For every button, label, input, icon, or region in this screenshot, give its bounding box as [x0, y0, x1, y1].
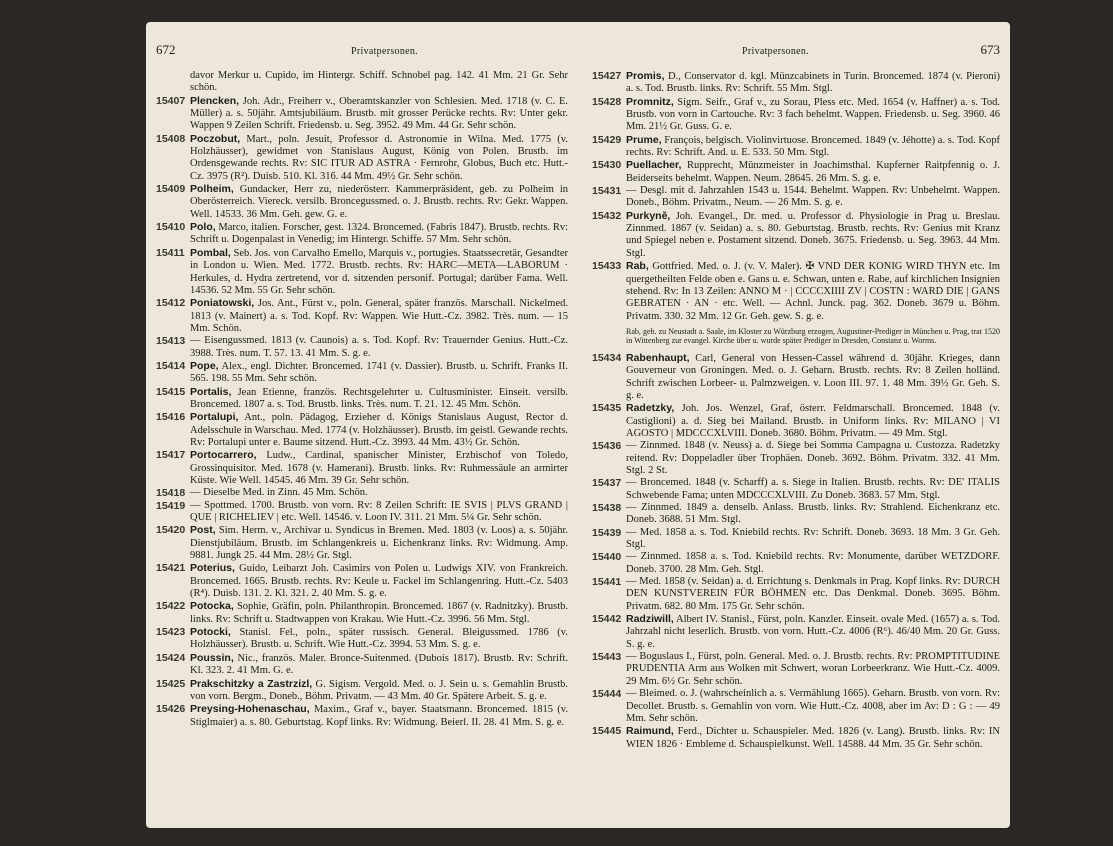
catalog-entry	[592, 185, 1000, 210]
entry-description: Guido, Leibarzt Joh. Casimirs von Polen u. Ludwigs XIV. von Frankreich. Broncemed. 1665. Brustb. rechts. Rv: Keule u. Fackel im Schlangenring. Hutt.-Cz. 5403 (R⁴). Duisb. 131. 2. Kl. 321. 2. 40 Mm. S. g. e.	[190, 563, 568, 600]
entry-text	[626, 185, 1000, 210]
entry-name: Post,	[190, 524, 216, 537]
entry-name: Rabenhaupt,	[626, 351, 690, 364]
entry-description: Ludw., Cardinal, spanischer Minister, Erzbischof von Toledo, Grossinquisitor. Med. 1678 (v. Hamerani). Brustb. links. Rv: Ruhmessäule an armirter Küste. Wie Well. 14545. 46 Mm. 39 Gr. Sehr schön.	[190, 450, 569, 486]
entry-name: Promis,	[626, 70, 665, 82]
catalog-entry	[592, 210, 1000, 260]
entry-number: 15430	[592, 159, 622, 172]
entry-description: Joh. Evangel., Dr. med. u. Professor d. Physiologie in Prag u. Breslau. Zinnmed. 1867 (v. Seidan) a. s. 80. Geburtstag. Brustb. rechts. Rv: Genius mit Kranz und Spiegel neben e. Postament sitzend. Doneb. 3675. Friedensb. u. Seg. 3963. 44 Mm. Stgl.	[626, 210, 1001, 259]
catalog-entry	[592, 70, 1000, 96]
catalog-entry	[156, 221, 568, 247]
entry-text	[626, 402, 1000, 440]
entry-text	[626, 551, 1000, 576]
entry-description: Sigm. Seifr., Graf v., zu Sorau, Pless etc. Med. 1654 (v. Haffner) a. s. Tod. Brustb. von vorn in Cartouche. Rv: 3 fach behelmt. Wappen. Friedensb. u. Seg. 3960. 46 Mm. 21½ Gr. Guss. G. e.	[626, 96, 1001, 133]
entry-description: Stanisl. Fel., poln., später russisch. General. Bleigussmed. 1786 (v. Holzhäusser). Brustb. u. Schrift. Wie Hutt.-Cz. 3994. 53 Mm. S. g. e.	[190, 627, 569, 651]
entry-number: 15438	[592, 502, 622, 514]
entry-text	[190, 626, 568, 652]
entry-description: Joh. Jos. Wenzel, Graf, österr. Feldmarschall. Broncemed. 1848 (v. Castiglioni) a. d. Sieg bei Mailand. Brustb. in Uniform links. Rv: MILANO | VI AGOSTO | MDCCCXLVIII. Doneb. 3680. Böhm. Privatm. — 49 Mm. Stgl.	[626, 403, 1001, 439]
entry-text	[626, 651, 1000, 688]
entry-name: Promnitz,	[626, 95, 674, 108]
catalog-entry	[156, 626, 568, 652]
entry-description: — Zinnmed. 1848 (v. Neuss) a. d. Siege bei Somma Campagna u. Custozza. Radetzky reitend. Rv: Doppeladler über Trophäen. Doneb. 3692. Böhm. Privatm. 332. 41 Mm. Stgl. 2 St.	[626, 440, 1000, 476]
entry-text	[626, 576, 1000, 613]
entry-description: Carl, General von Hessen-Cassel während d. 30jähr. Krieges, dann Gouverneur von Groningen. Med. o. J. Geharn. Brustb. rechts. Rv: 8 Zeilen holländ. Schrift zwischen Lorbeer- u. Palmzweigen. v. Loon III. 97. 1. 48 Mm. 39½ Gr. Geh. S. g. e.	[626, 352, 1000, 401]
entry-text	[190, 133, 568, 183]
entry-description: — Med. 1858 (v. Seidan) a. d. Errichtung s. Denkmals in Prag. Kopf links. Rv: DURCH DEN KUNSTVEREIN FÜR BÖHMEN etc. Das Denkmal. Doneb. 3695. Böhm. Privatm. 682. 80 Mm. 175 Gr. Sehr schön.	[626, 576, 1000, 612]
entry-name: Puellacher,	[626, 159, 682, 172]
left-page-header	[156, 42, 568, 58]
entry-description: Nic., französ. Maler. Bronce-Suitenmed. (Dubois 1817). Brustb. Rv: Schrift. Kl. 323. 2. 41 Mm. G. e.	[190, 652, 568, 677]
entry-text	[626, 688, 1000, 725]
entry-list	[156, 70, 568, 729]
entry-text	[190, 562, 568, 600]
entry-description: — Bleimed. o. J. (wahrscheinlich a. s. Vermählung 1665). Geharn. Brustb. von vorn. Rv: Decollet. Brustb. s. Gemahlin von vorn. Wie Hutt.-Cz. 4008, aber im Av: D : G : — 49 Mm. Sehr schön.	[626, 688, 1000, 724]
entry-text	[626, 96, 1000, 134]
entry-number: 15409	[156, 183, 186, 196]
entry-number: 15441	[592, 576, 622, 589]
entry-number: 15433	[592, 260, 622, 273]
entry-description: — Eisengussmed. 1813 (v. Caunois) a. s. Tod. Kopf. Rv: Trauernder Genius. Hutt.-Cz. 3988. Très. num. T. 57. 13. 41 Mm. S. g. e.	[190, 335, 568, 359]
footnote: Rab, geb. zu Neustadt a. Saale, im Kloster zu Würzburg erzogen, Augustiner-Prediger in München u. Prag, trat 1520 in Wittenberg zur evangel. Kirche über u. wurde später Prediger in Dresden, Constanz u. Worms.	[626, 326, 1000, 346]
entry-text	[190, 247, 568, 297]
entry-description: — Desgl. mit d. Jahrzahlen 1543 u. 1544. Behelmt. Wappen. Rv: Unbehelmt. Wappen. Doneb., Böhm. Privatm., Neum. — 26 Mm. S. g. e.	[626, 185, 1000, 209]
entry-name: Portalupi,	[190, 411, 239, 424]
catalog-entry	[156, 411, 568, 449]
entry-number: 15444	[592, 688, 622, 701]
entry-name: Potocka,	[190, 600, 234, 613]
entry-name: Plencken,	[190, 94, 240, 107]
entry-description: Rupprecht, Münzmeister in Joachimsthal. Kupferner Raitpfennig o. J. Beiderseits behelmt. Wappen. Neum. 28645. 26 Mm. S. g. e.	[626, 160, 1000, 184]
catalog-entry	[592, 96, 1000, 134]
entry-description: Gottfried. Med. o. J. (v. V. Maler). ✠ VND DER KONIG WIRD THYN etc. Im quergetheilten Felde oben e. Gans u. e. Schwan, unten e. Rabe, auf kirchlichen Insignien stehend. Rv: In 13 Zeilen: ANNO M · | CCCCXIIII ZV | COSTN : WARD DIE | GANS GEBRATEN · AN · etc. Well. — Achnl. Junck. pag. 362. Doneb. 3679 u. Böhm. Privatm. 330. 32 Mm. 12 Gr. Geh. gew. S. g. e.	[626, 261, 1000, 322]
entry-description: Ferd., Dichter u. Schauspieler. Med. 1826 (v. Lang). Brustb. links. Rv: IN WIEN 1826 · Embleme d. Schauspielkunst. Well. 14588. 44 Mm. 35 Gr. Sehr schön.	[626, 726, 1001, 750]
entry-number: 15419	[156, 499, 186, 512]
entry-description: Jean Etienne, französ. Rechtsgelehrter u. Cultusminister. Einseit. versilb. Broncemed. 1807 a. s. Tod. Brustb. links. Très. num. T. 21. 12. 45 Mm. Schön.	[190, 386, 569, 410]
entry-description: Marco, italien. Forscher, gest. 1324. Broncemed. (Fabris 1847). Brustb. rechts. Rv: Schrift u. Dogenpalast in Venedig; im Hintergr. Schiffe. 57 Mm. Sehr schön.	[190, 222, 569, 246]
entry-number: 15415	[156, 385, 186, 398]
entry-text	[626, 134, 1000, 160]
entry-text	[190, 411, 568, 449]
catalog-entry	[592, 352, 1000, 402]
entry-number: 15425	[156, 677, 186, 690]
page-number: 672	[156, 42, 176, 57]
entry-number: 15408	[156, 132, 186, 145]
entry-description: — Med. 1858 a. s. Tod. Kniebild rechts. Rv: Schrift. Doneb. 3693. 18 Mm. 3 Gr. Geh. Stgl.	[626, 526, 1000, 551]
entry-text	[190, 487, 568, 499]
entry-number: 15423	[156, 626, 186, 639]
entry-description: G. Sigism. Vergold. Med. o. J. Sein u. s. Gemahlin Brustb. von vorn. Bergm., Doneb., Böhm. Privatm. — 43 Mm. 40 Gr. Spätere Arbeit. S. g. e.	[190, 678, 568, 702]
entry-number: 15434	[592, 351, 622, 364]
running-title: Privatpersonen.	[351, 46, 418, 57]
catalog-entry	[592, 688, 1000, 725]
entry-text	[190, 600, 568, 626]
page-number: 673	[980, 42, 1000, 57]
entry-description: Ant., poln. Pädagog, Erzieher d. Königs Stanislaus August, Rector d. Adelsschule in Warschau. Med. 1774 (v. Holzhäusser). Brustb. im geistl. Gewande rechts. Rv: Portalupi unter e. Baume sitzend. Hutt.-Cz. 3993. 44 Mm. 43½ Gr. Schön.	[190, 412, 568, 448]
entry-text	[626, 352, 1000, 402]
catalog-entry	[592, 527, 1000, 552]
left-page	[146, 22, 578, 828]
catalog-entry	[156, 360, 568, 386]
entry-number: 15420	[156, 524, 186, 537]
entry-description: Albert IV. Stanisl., Fürst, poln. Kanzler. Einseit. ovale Med. (1657) a. s. Tod. Jahrzahl nicht leserlich. Brustb. von vorn. Hutt.-Cz. 4006 (R⁶). 46/40 Mm. 20 Gr. Guss. S. g. e.	[626, 614, 1000, 650]
entry-text	[626, 725, 1000, 751]
entry-description: — Broncemed. 1848 (v. Scharff) a. s. Siege in Italien. Brustb. rechts. Rv: DE' ITALIS Schwebende Fama; unten MDCCCXLVIII. Zu Doneb. 3683. 57 Mm. Stgl.	[626, 477, 1000, 501]
right-page-header	[592, 42, 1000, 58]
entry-text	[190, 183, 568, 221]
entry-name: Poussin,	[190, 651, 234, 664]
entry-text	[190, 386, 568, 412]
catalog-entry	[592, 134, 1000, 160]
entry-number: 15416	[156, 411, 186, 424]
entry-text	[626, 159, 1000, 185]
entry-number: 15424	[156, 651, 186, 664]
entry-text	[626, 260, 1000, 323]
entry-text	[190, 449, 568, 487]
catalog-entry	[156, 297, 568, 335]
entry-text	[626, 502, 1000, 527]
entry-name: Polo,	[190, 221, 216, 234]
catalog-entry	[156, 524, 568, 562]
entry-number: 15417	[156, 449, 186, 462]
catalog-entry	[156, 95, 568, 133]
catalog-entry	[592, 613, 1000, 651]
entry-number: 15427	[592, 70, 622, 82]
catalog-entry	[156, 703, 568, 729]
catalog-entry	[156, 562, 568, 600]
entry-number: 15442	[592, 613, 622, 626]
entry-number: 15412	[156, 297, 186, 310]
entry-name: Rab,	[626, 260, 649, 273]
entry-number: 15445	[592, 725, 622, 738]
entry-name: Radetzky,	[626, 402, 675, 415]
catalog-entry	[156, 652, 568, 678]
entry-description: Sim. Herm. v., Archivar u. Syndicus in Bremen. Med. 1803 (v. Loos) a. s. 50jähr. Dienstjubiläum. Brustb. im Schlangenkreis u. Eichenkranz links. Rv: Widmung. Amp. 9881. Jungk 25. 44 Mm. 28½ Gr. Stgl.	[190, 525, 569, 562]
entry-name: Poczobut,	[190, 132, 241, 145]
entry-number: 15436	[592, 440, 622, 453]
entry-text	[190, 500, 568, 525]
catalog-entry	[592, 651, 1000, 688]
entry-name: Polheim,	[190, 183, 234, 196]
catalog-entry	[592, 725, 1000, 751]
entry-number: 15418	[156, 487, 186, 500]
entry-description: — Zinnmed. 1858 a. s. Tod. Kniebild rechts. Rv: Monumente, darüber WETZDORF. Doneb. 3700. 28 Mm. Geh. Stgl.	[626, 551, 1000, 575]
entry-name: Poterius,	[190, 562, 235, 575]
catalog-entry	[592, 502, 1000, 527]
entry-name: Raimund,	[626, 725, 674, 738]
entry-number: 15440	[592, 551, 622, 564]
entry-number: 15432	[592, 209, 622, 222]
entry-description: Gundacker, Herr zu, niederösterr. Kammerpräsident, geb. zu Polheim in Oberösterreich. Viereck. versilb. Broncegussmed. o. J. Brustb. rechts. Rv: Gekr. Wappen. Well. 14533. 36 Mm. Geh. gew. G. e.	[190, 184, 568, 220]
entry-number: 15411	[156, 246, 185, 259]
entry-text	[190, 678, 568, 704]
entry-text	[626, 210, 1000, 260]
entry-description: Seb. Jos. von Carvalho Emello, Marquis v., portugies. Staatssecretär, Gesandter in London u. Wien. Med. 1772. Brustb. rechts. Rv: HARC—META—LABORUM · Herkules, d. Hydra zertretend, vor d. sitzenden personif. Portugal; darüber Fama. Well. 14536. 52 Mm. 55 Gr. Sehr schön.	[190, 247, 568, 296]
catalog-entry	[592, 440, 1000, 477]
entry-description: D., Conservator d. kgl. Münzcabinets in Turin. Broncemed. 1874 (v. Pieroni) a. s. Tod. Brustb. links. Rv: Schrift. 55 Mm. Stgl.	[626, 71, 1001, 95]
entry-description: Joh. Adr., Freiherr v., Oberamtskanzler von Schlesien. Med. 1718 (v. C. E. Müller) a. s. 50jähr. Amtsjubiläum. Brustb. mit grosser Perücke rechts. Rv: Unter gekr. Wappen 9 Zeilen Schrift. Friedensb. u. Seg. 3952. 49 Mm. 44 Gr. Sehr schön.	[190, 95, 569, 132]
continuation-text: davor Merkur u. Cupido, im Hintergr. Schiff. Schnobel pag. 142. 41 Mm. 21 Gr. Sehr schön.	[190, 70, 568, 94]
entry-number: 15410	[156, 221, 186, 234]
entry-name: Purkyně,	[626, 209, 671, 222]
entry-description: Maxim., Graf v., bayer. Staatsmann. Broncemed. 1815 (v. Stiglmaier) a. s. 80. Geburtstag. Kopf links. Rv: Widmung. Beierl. II. 28. 41 Mm. S. g. e.	[190, 704, 568, 728]
entry-number: 15443	[592, 651, 622, 664]
entry-number: 15414	[156, 359, 186, 372]
entry-list	[592, 70, 1000, 751]
running-title: Privatpersonen.	[742, 46, 809, 57]
entry-number: 15437	[592, 477, 622, 490]
entry-number: 15421	[156, 562, 186, 575]
catalog-entry	[592, 260, 1000, 323]
entry-text	[626, 613, 1000, 651]
catalog-entry	[156, 183, 568, 221]
catalog-entry	[592, 402, 1000, 440]
entry-number: 15429	[592, 133, 622, 146]
entry-description: Sophie, Gräfin, poln. Philanthropin. Broncemed. 1867 (v. Radnitzky). Brustb. links. Rv: Schrift u. Stadtwappen von Krakau. Wie Hutt.-Cz. 3996. 56 Mm. Stgl.	[190, 601, 569, 625]
entry-text	[626, 477, 1000, 502]
catalog-entry	[156, 678, 568, 704]
entry-description: Alex., engl. Dichter. Broncemed. 1741 (v. Dassier). Brustb. u. Schrift. Franks II. 565. 198. 55 Mm. Sehr schön.	[190, 360, 569, 385]
entry-number: 15431	[592, 185, 622, 198]
entry-name: Portalis,	[190, 385, 232, 398]
entry-description: François, belgisch. Violinvirtuose. Broncemed. 1849 (v. Jéhotte) a. s. Tod. Kopf rechts. Rv: Schrift. And. u. E. 533. 50 Mm. Stgl.	[626, 134, 1000, 159]
catalog-entry	[156, 386, 568, 412]
catalog-entry	[592, 159, 1000, 185]
entry-number: 15428	[592, 95, 622, 108]
entry-text	[626, 70, 1000, 96]
catalog-entry	[156, 600, 568, 626]
entry-number: 15435	[592, 402, 622, 415]
entry-text	[190, 335, 568, 360]
catalog-entry	[592, 477, 1000, 502]
entry-text	[190, 524, 568, 562]
right-page	[578, 22, 1010, 828]
entry-number: 15439	[592, 526, 622, 539]
entry-description: Jos. Ant., Fürst v., poln. General, später französ. Marschall. Nickelmed. 1813 (v. Mainert) a. s. Tod. Kopf. Rv: Wappen. Wie Hutt.-Cz. 3982. Très. num. — 15 Mm. Schön.	[190, 298, 569, 334]
entry-text	[190, 221, 568, 247]
entry-name: Potocki,	[190, 626, 231, 639]
entry-text	[190, 703, 568, 729]
entry-text	[190, 95, 568, 133]
entry-text	[626, 440, 1000, 477]
entry-description: — Zinnmed. 1849 a. denselb. Anlass. Brustb. links. Rv: Strahlend. Eichenkranz etc. Doneb. 3688. 51 Mm. Stgl.	[626, 502, 1000, 526]
catalog-entry	[156, 133, 568, 183]
entry-number: 15422	[156, 600, 186, 613]
entry-text	[626, 527, 1000, 552]
catalog-entry	[156, 449, 568, 487]
entry-description: — Spottmed. 1700. Brustb. von vorn. Rv: 8 Zeilen Schrift: IE SVIS | PLVS GRAND | QUE | RICHELIEV | etc. Well. 14546. v. Loon IV. 311. 21 Mm. 5¼ Gr. Sehr schön.	[190, 499, 568, 524]
entry-text	[190, 297, 568, 335]
entry-name: Prume,	[626, 133, 662, 146]
entry-name: Preysing-Hohenaschau,	[190, 703, 310, 716]
entry-description: Mart., poln. Jesuit, Professor d. Astronomie in Wilna. Med. 1775 (v. Holzhäusser), gewidmet von Stanislaus August, König von Polen. Brustb. im Ordensgewande rechts. Rv: SIC ITUR AD ASTRA · Fernrohr, Globus, Buch etc. Hutt.-Cz. 3975 (R²). Duisb. 510. Kl. 316. 44 Mm. 49½ Gr. Sehr schön.	[190, 133, 568, 182]
entry-name: Portocarrero,	[190, 449, 257, 462]
catalog-entry	[156, 335, 568, 360]
catalog-entry	[156, 500, 568, 525]
catalog-entry	[156, 487, 568, 499]
entry-text	[190, 360, 568, 386]
entry-number: 15413	[156, 335, 186, 348]
catalog-entry	[592, 551, 1000, 576]
entry-description: — Boguslaus I., Fürst, poln. General. Med. o. J. Brustb. rechts. Rv: PROMPTITUDINE PRUDENTIA Arm aus Wolken mit Schwert, woran Lorbeerkranz. Wie Hutt.-Cz. 4009. 29 Mm. 6½ Gr. Sehr schön.	[626, 651, 1000, 687]
entry-name: Pombal,	[190, 246, 231, 259]
catalog-entry	[156, 247, 568, 297]
entry-text	[190, 652, 568, 678]
entry-description: — Dieselbe Med. in Zinn. 45 Mm. Schön.	[190, 487, 368, 499]
entry-name: Radziwill,	[626, 613, 674, 626]
entry-name: Pope,	[190, 359, 219, 372]
entry-number: 15407	[156, 94, 186, 107]
entry-name: Poniatowski,	[190, 297, 255, 310]
entry-name: Prakschitzky a Zastrzizl,	[190, 677, 313, 690]
catalog-entry	[592, 576, 1000, 613]
entry-number: 15426	[156, 703, 186, 716]
